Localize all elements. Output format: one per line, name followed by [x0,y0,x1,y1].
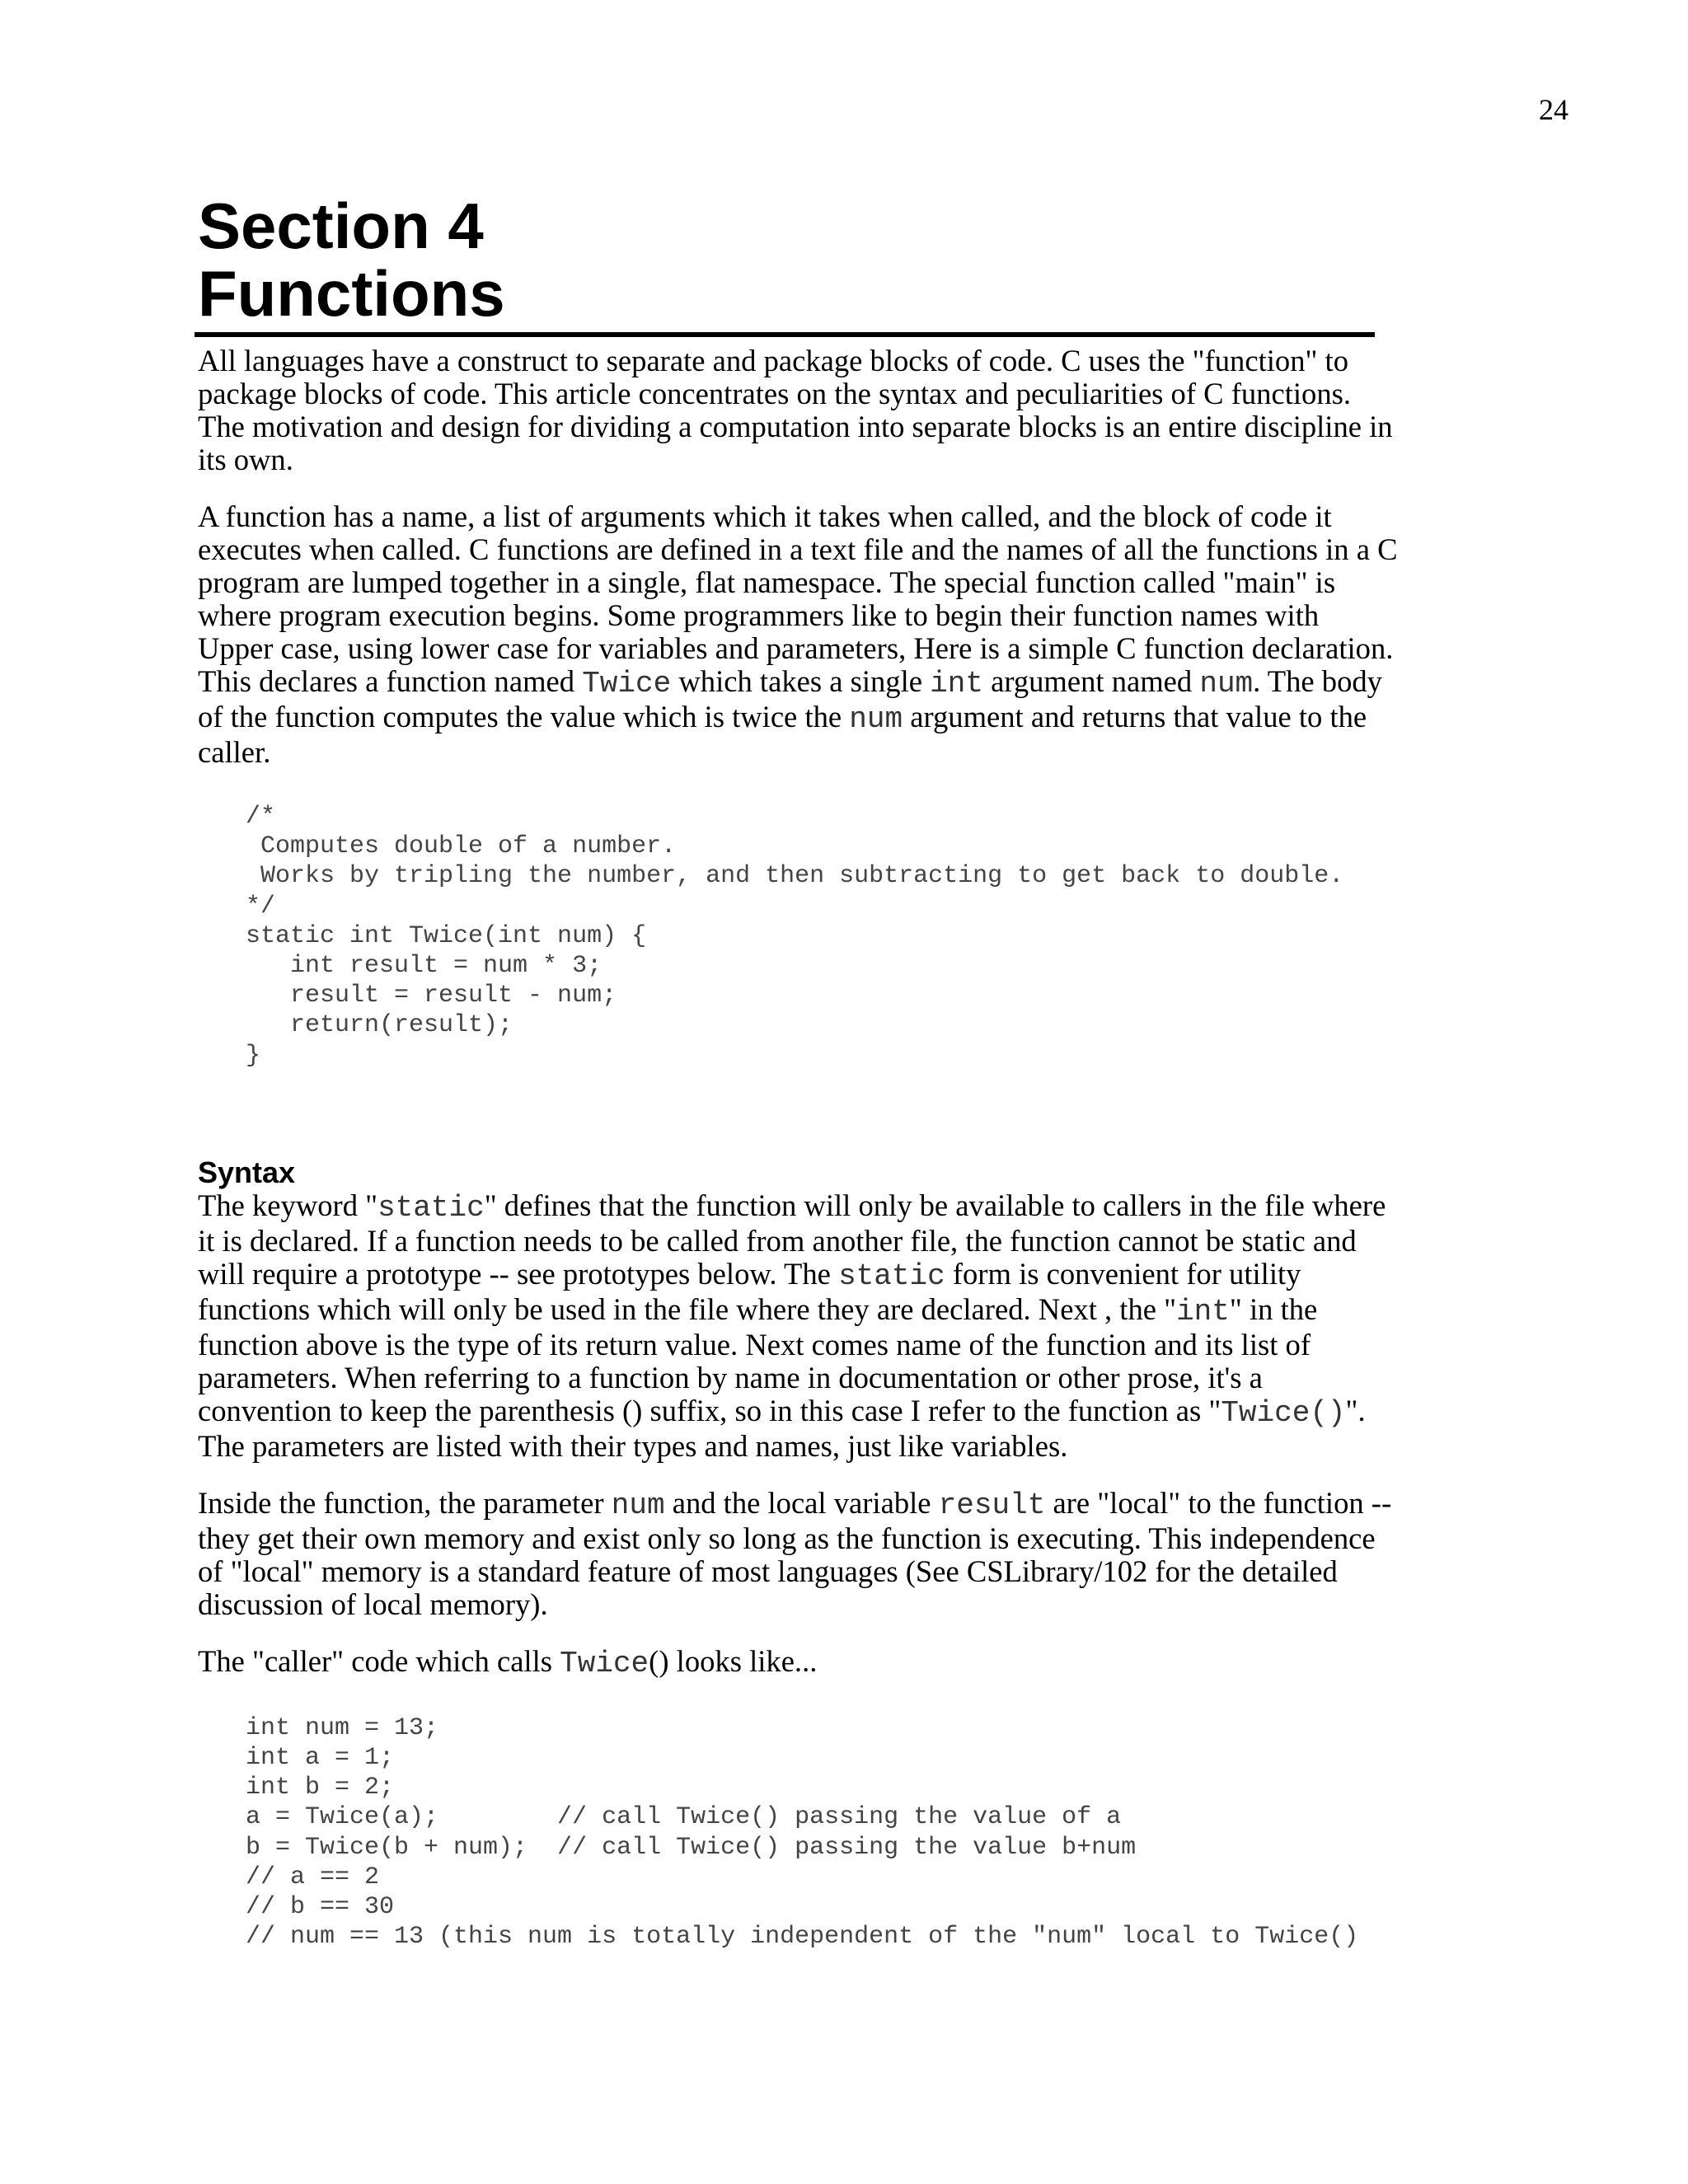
inline-code: num [1199,667,1254,701]
text-run: . The body of the function computes the value which is twice the [198,664,1382,733]
page-number: 24 [1539,93,1568,126]
syntax-paragraph-3 [198,1645,1401,1680]
text-run: argument and returns that value to the caller. [198,700,1367,769]
text-run: " defines that the function will only be available to callers in the file where it is declared. If a function needs to be called from another file, the function cannot be static and will require a prototype -- see prototypes below. The [198,1188,1386,1291]
inline-code: num [849,702,903,736]
text-run: and the local variable [664,1485,939,1520]
body-text [198,344,1401,1952]
code-block-caller: int num = 13; int a = 1; int b = 2; a = Twice(a); // call Twice() passing the value of a b = Twice(b + num); // call Twice() passing the value b+num // a == 2 // b == 30 // num == 13 (this num is totally independent of the "num" local to Twice() [246,1713,1359,1952]
inline-code: static [838,1258,945,1293]
inline-code: num [611,1488,665,1522]
intro-paragraph-2 [198,500,1401,769]
text-run: are "local" to the function -- they get their own memory and exist only so long as the function is executing. This independence of "local" memory is a standard feature of most languages (See CSLibrary/102 for the detailed discussion of local memory). [198,1485,1392,1621]
intro-paragraph-1: All languages have a construct to separate and package blocks of code. C uses the "function" to package blocks of code. This article concentrates on the syntax and peculiarities of C functions. The motivation and design for dividing a computation into separate blocks is an entire discipline in its own. [198,344,1393,476]
text-run: () looks like... [649,1643,818,1678]
text-run: Inside the function, the parameter [198,1485,612,1520]
section-title-line1: Section 4 [198,190,484,262]
inline-code: result [938,1488,1046,1522]
inline-code: Twice() [1221,1395,1346,1430]
text-run: The keyword " [198,1188,378,1222]
code-block-twice-definition: /* Computes double of a number. Works by tripling the number, and then subtracting to get back to double. */ static int Twice(int num) { int result = num * 3; result = result - num; return(result); } [246,803,1344,1070]
syntax-heading: Syntax [198,1155,296,1189]
text-run: form is convenient for utility functions which will only be used in the file where they are declared. Next , the " [198,1256,1301,1326]
text-run: ". The parameters are listed with their types and names, just like variables. [198,1393,1366,1463]
inline-code: int [930,667,983,701]
text-run: " in the function above is the type of its return value. Next comes name of the function and its list of parameters. When referring to a function by name in documentation or other prose, it's a convention to keep the parenthesis () suffix, so in this case I refer to the function as " [198,1291,1318,1427]
text-run: argument named [982,664,1200,698]
inline-code: int [1176,1294,1230,1329]
section-title [198,190,1385,330]
text-run: which takes a single [671,664,931,698]
text-run: The "caller" code which calls [198,1643,560,1678]
title-rule [195,332,1375,337]
inline-code: Twice [582,667,672,701]
section-title-line2: Functions [198,257,505,330]
inline-code: Twice [560,1646,649,1680]
text-run: A function has a name, a list of arguments which it takes when called, and the block of code it executes when called. C functions are defined in a text file and the names of all the functions in a C program are lumped together in a single, flat namespace. The special function called "main" is where program execution begins. Some programmers like to begin their function names with Upper case, using lower case for variables and parameters, Here is a simple C function declaration. This declares a function named [198,499,1398,698]
syntax-paragraph-2 [198,1487,1401,1621]
syntax-paragraph-1 [198,1189,1401,1463]
inline-code: static [377,1190,485,1225]
